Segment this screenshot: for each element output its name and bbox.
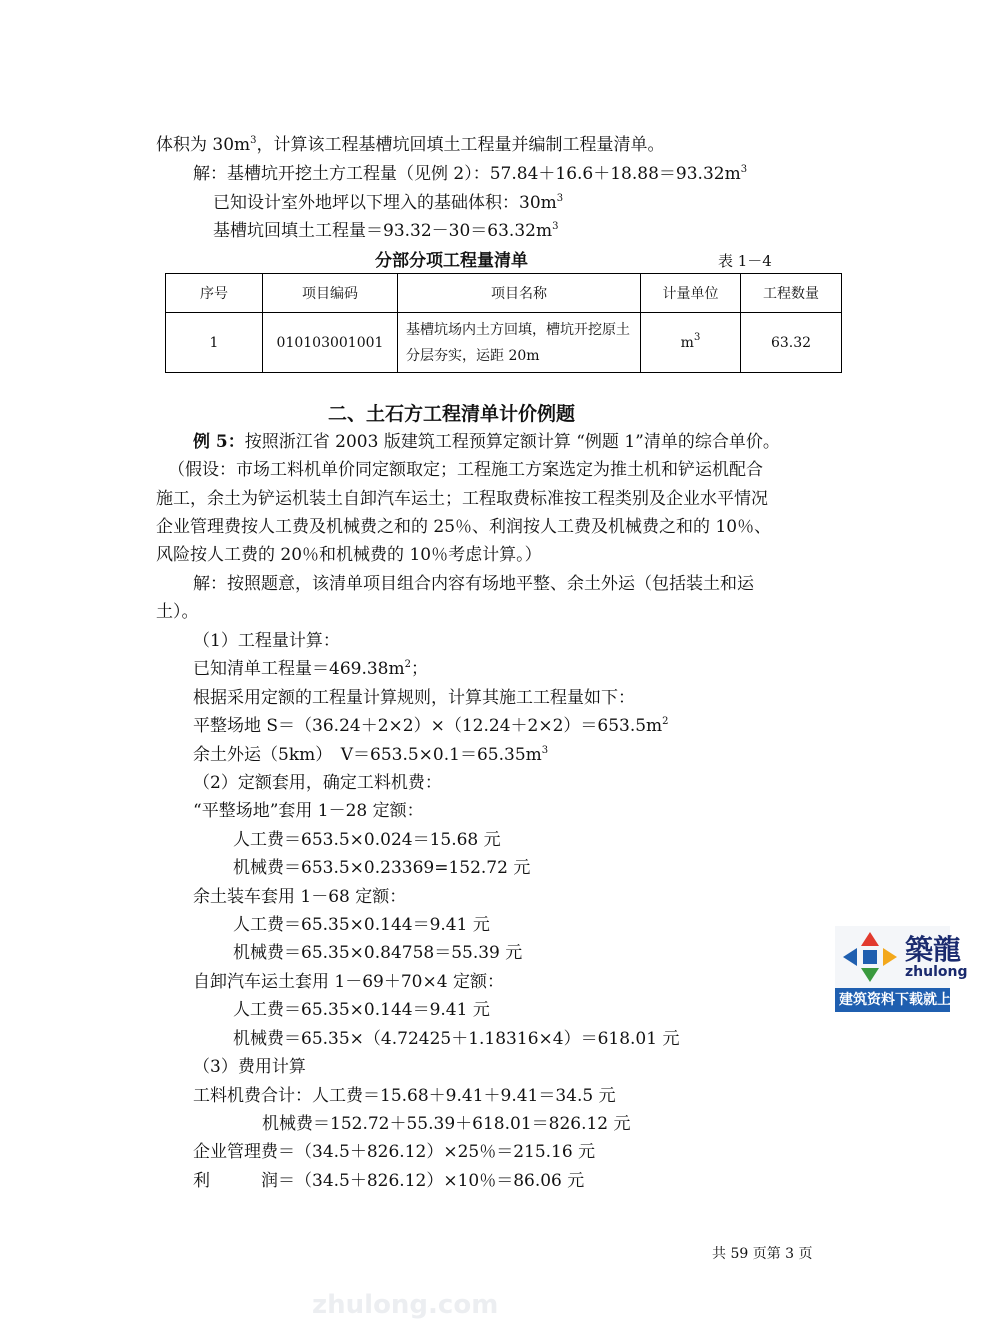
text-line: 机械费＝65.35×（4.72425＋1.18316×4）＝618.01 元	[233, 1029, 680, 1049]
text-line: 余土装车套用 1－68 定额：	[193, 887, 407, 907]
text-line: 机械费＝65.35×0.84758＝55.39 元	[233, 943, 523, 963]
text-line: 工料机费合计：人工费＝15.68＋9.41＋9.41＝34.5 元	[193, 1086, 616, 1106]
text-line: （3）费用计算	[193, 1057, 306, 1077]
cell-name: 基槽坑场内土方回填，槽坑开挖原土分层夯实，运距 20m	[398, 313, 641, 373]
text-line: 利 润＝（34.5＋826.12）×10％＝86.06 元	[193, 1171, 585, 1191]
text-line: （1）工程量计算：	[193, 631, 340, 651]
header-seq: 序号	[166, 274, 263, 313]
text-line: 人工费＝65.35×0.144＝9.41 元	[233, 915, 490, 935]
text-line: 机械费＝152.72＋55.39＋618.01＝826.12 元	[262, 1114, 631, 1134]
header-qty: 工程数量	[741, 274, 842, 313]
table-caption	[0, 250, 950, 272]
text-line: 人工费＝65.35×0.144＝9.41 元	[233, 1000, 490, 1020]
text-line: 自卸汽车运土套用 1－69＋70×4 定额：	[193, 972, 504, 992]
text-line: 施工，余土为铲运机装土自卸汽车运土；工程取费标准按工程类别及企业水平情况	[156, 489, 768, 509]
logo-english: zhulong	[905, 964, 968, 980]
logo-banner: 建筑资料下载就上筑龙网	[835, 988, 950, 1012]
header-unit: 计量单位	[641, 274, 741, 313]
logo-chinese: 築龍	[905, 933, 962, 966]
cell-code: 010103001001	[263, 313, 398, 373]
text-line: （假设：市场工料机单价同定额取定；工程施工方案选定为推土机和铲运机配合	[168, 460, 763, 480]
table-number: 表 1－4	[718, 252, 772, 270]
text-line: 基槽坑回填土工程量$=93.32-30=63.32m^3$	[213, 221, 559, 241]
bill-of-quantities-table	[165, 273, 842, 373]
text-line: 风险按人工费的 20％和机械费的 10％考虑计算。）	[156, 545, 542, 565]
table-header-row	[166, 274, 842, 313]
section-title: 二、土石方工程清单计价例题	[327, 403, 575, 425]
text-line: 人工费＝653.5×0.024＝15.68 元	[233, 830, 501, 850]
table-title: 分部分项工程量清单	[375, 251, 528, 271]
text-line: 土）。	[156, 602, 199, 622]
text-line: 已知清单工程量$=469.38m^2$；	[193, 659, 428, 679]
header-name: 项目名称	[398, 274, 641, 313]
logo-mark-icon	[839, 930, 901, 984]
text-line: 解：基槽坑开挖土方工程量（见例 2）：$57.84+16.6+18.88=93.32m^3$	[193, 164, 748, 184]
text-line: 已知设计室外地坪以下埋入的基础体积：$30m^3$	[213, 193, 564, 213]
header-code: 项目编码	[263, 274, 398, 313]
cell-qty: 63.32	[741, 313, 842, 373]
cell-unit: $m^3$	[641, 313, 741, 373]
text-line: 企业管理费按人工费及机械费之和的 25％、利润按人工费及机械费之和的 10％、	[156, 517, 772, 537]
text-line: 平整场地 $S=(36.24+2\times 2)\times(12.24+2\times 2)=653.5m^2$	[193, 716, 669, 736]
text-line: 解：按照题意，该清单项目组合内容有场地平整、余土外运（包括装土和运	[193, 574, 754, 594]
text-line: 体积为 $30m^3$，计算该工程基槽坑回填土工程量并编制工程量清单。	[156, 135, 665, 155]
page-footer: 共 59 页第 3 页	[712, 1246, 813, 1262]
text-line: 根据采用定额的工程量计算规则，计算其施工工程量如下：	[193, 688, 635, 708]
text-line: 企业管理费＝（34.5＋826.12）×25％＝215.16 元	[193, 1142, 596, 1162]
text-line: 机械费＝653.5×0.23369=152.72 元	[233, 858, 531, 878]
text-line: “平整场地”套用 1－28 定额：	[193, 801, 424, 821]
cell-seq: 1	[166, 313, 263, 373]
zhulong-logo	[835, 926, 993, 1012]
logo-box	[835, 926, 968, 988]
text-line: （2）定额套用，确定工料机费：	[193, 773, 442, 793]
text-line: 余土外运（5km） $V=653.5\times 0.1=65.35m^3$	[193, 745, 549, 765]
text-line: 例 5：按照浙江省 2003 版建筑工程预算定额计算 “例题 1”清单的综合单价。	[193, 432, 780, 452]
table-row	[166, 313, 842, 373]
watermark: zhulong.com	[312, 1290, 499, 1320]
